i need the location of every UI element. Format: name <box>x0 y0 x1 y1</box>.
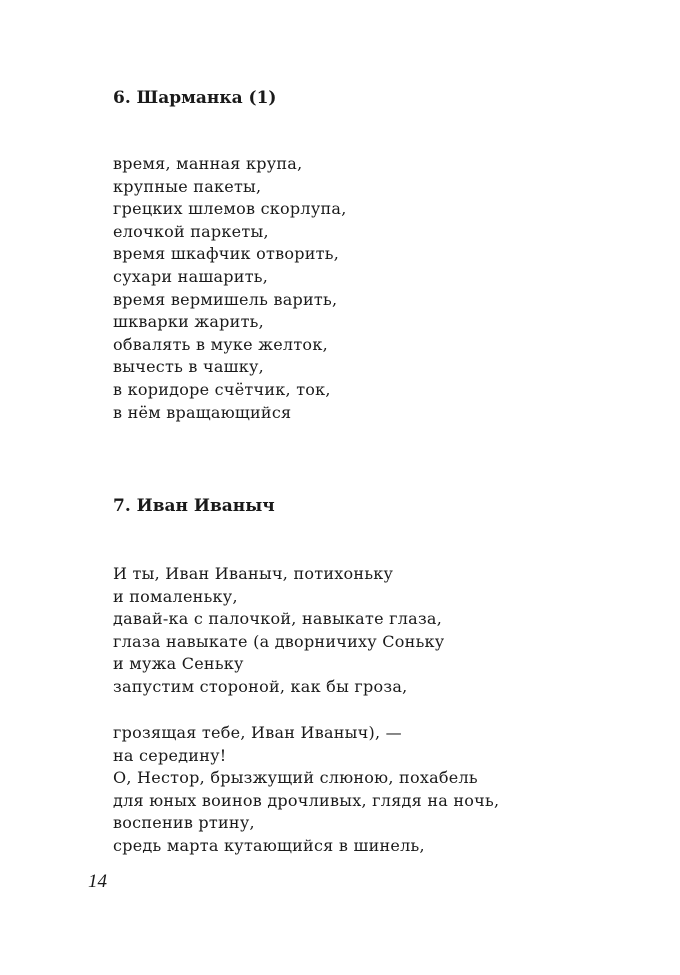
poem-line: сухари нашарить, <box>113 266 269 286</box>
poem-line: грозящая тебе, Иван Иваныч), — <box>113 723 402 742</box>
poem-line: давай-ка с палочкой, навыкате глаза, <box>113 609 443 629</box>
poem-stanza-ivan-ivanych-2 <box>113 722 499 858</box>
poem-line: время, манная крупа, <box>113 154 303 173</box>
poem-line: для юных воинов дрочливых, глядя на ночь, <box>113 790 500 810</box>
poem-line: глаза навыкате (а дворничиху Соньку <box>113 631 445 651</box>
poem-stanza-ivan-ivanych-1 <box>113 563 444 699</box>
poem-line: и мужа Сеньку <box>113 654 244 674</box>
poem-stanza-sharmanka <box>113 153 347 424</box>
poem-line: шкварки жарить, <box>113 312 264 332</box>
poem-line: запустим стороной, как бы гроза, <box>113 676 408 696</box>
poem-line: обвалять в муке желток, <box>113 334 328 354</box>
poem-line: в нём вращающийся <box>113 402 292 422</box>
poem-line: время шкафчик отворить, <box>113 244 340 264</box>
poem-line: вычесть в чашку, <box>113 357 264 377</box>
poem-line: на середину! <box>113 745 227 765</box>
poem-line: грецких шлемов скорлупа, <box>113 199 347 219</box>
poem-line: О, Нестор, брызжущий слюною, похабель <box>113 768 478 788</box>
poem-line: время вермишель варить, <box>113 289 338 309</box>
poem-line: в коридоре счётчик, ток, <box>113 379 331 399</box>
poem-line: елочкой паркеты, <box>113 221 269 241</box>
poem-line: И ты, Иван Иваныч, потихоньку <box>113 564 394 583</box>
section-title-ivan-ivanych: 7. Иван Иваныч <box>113 496 275 516</box>
poem-line: крупные пакеты, <box>113 176 262 196</box>
section-title-sharmanka: 6. Шарманка (1) <box>113 88 277 108</box>
poem-line: и помаленьку, <box>113 586 238 606</box>
page-number: 14 <box>88 871 107 892</box>
poem-line: воспенив ртину, <box>113 813 255 833</box>
poem-line: средь марта кутающийся в шинель, <box>113 835 425 855</box>
